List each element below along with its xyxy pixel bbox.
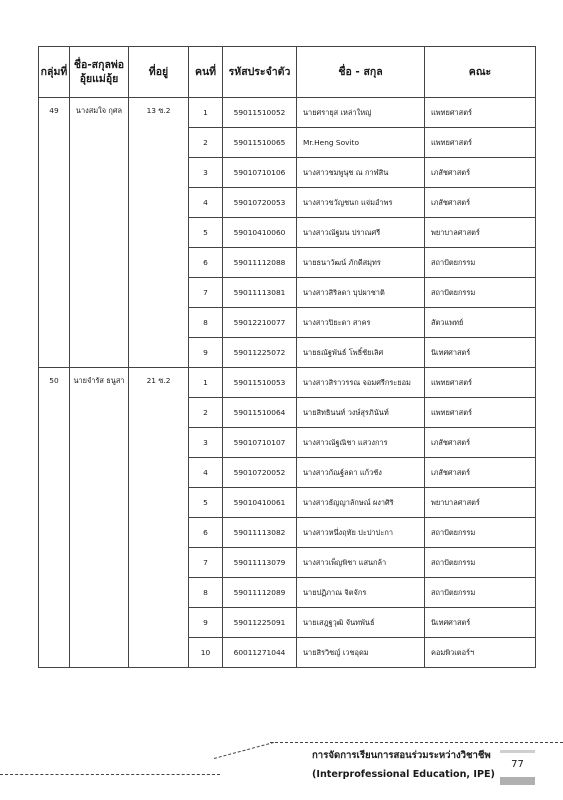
student-name: นางสาวหนึ่งฤทัย ปะปาปะกา: [297, 518, 425, 548]
student-name: นางสาวขวัญชนก แจ่มอำพร: [297, 188, 425, 218]
student-name: Mr.Heng Sovito: [297, 128, 425, 158]
student-name: นางสาวปิยะดา สาคร: [297, 308, 425, 338]
student-id: 59010710107: [223, 428, 297, 458]
header-faculty: คณะ: [425, 47, 536, 98]
member-number: 6: [189, 518, 223, 548]
student-id: 59011113079: [223, 548, 297, 578]
student-id: 59010720052: [223, 458, 297, 488]
table-header-row: [39, 47, 536, 98]
faculty: สถาปัตยกรรม: [425, 548, 536, 578]
member-number: 3: [189, 428, 223, 458]
faculty: พยาบาลศาสตร์: [425, 488, 536, 518]
group-number: 50: [39, 368, 70, 668]
faculty: แพทยศาสตร์: [425, 398, 536, 428]
student-id: 59010720053: [223, 188, 297, 218]
student-id: 59011112088: [223, 248, 297, 278]
faculty: สถาปัตยกรรม: [425, 578, 536, 608]
table-row: [39, 98, 536, 128]
table-body: [39, 98, 536, 668]
member-number: 2: [189, 128, 223, 158]
header-student-id: รหัสประจำตัว: [223, 47, 297, 98]
member-number: 5: [189, 488, 223, 518]
faculty: คอมพิวเตอร์ฯ: [425, 638, 536, 668]
student-name: นายธณัฐพันธ์ โพธิ์ชัยเลิศ: [297, 338, 425, 368]
student-id: 59010410060: [223, 218, 297, 248]
student-name: นางสาวเพ็ญพิชา แสนกล้า: [297, 548, 425, 578]
faculty: เภสัชศาสตร์: [425, 458, 536, 488]
student-id: 59011225091: [223, 608, 297, 638]
member-number: 4: [189, 188, 223, 218]
member-number: 7: [189, 278, 223, 308]
footer-dashed-line-right: [270, 742, 563, 743]
member-number: 8: [189, 308, 223, 338]
footer-dashed-line-left: [0, 774, 220, 775]
student-name: นายปฏิภาณ จิตจักร: [297, 578, 425, 608]
member-number: 5: [189, 218, 223, 248]
student-id: 59011510052: [223, 98, 297, 128]
header-mentor-name: ชื่อ-สกุลพ่ออุ้ยแม่อุ้ย: [70, 47, 129, 98]
member-number: 6: [189, 248, 223, 278]
member-number: 7: [189, 548, 223, 578]
member-number: 3: [189, 158, 223, 188]
group-number: 49: [39, 98, 70, 368]
header-member-no: คนที่: [189, 47, 223, 98]
member-number: 2: [189, 398, 223, 428]
student-name: นางสาวณัฐมน ปราณศรี: [297, 218, 425, 248]
faculty: นิเทศศาสตร์: [425, 608, 536, 638]
student-name: นายสิทธินนท์ วงษ์สุรภินันท์: [297, 398, 425, 428]
student-id: 59011225072: [223, 338, 297, 368]
mentor-name: นายจำรัส ธนูสา: [70, 368, 129, 668]
page-number-bar-top: [500, 750, 535, 753]
faculty: สถาปัตยกรรม: [425, 248, 536, 278]
page-number-bar-bottom: [500, 777, 535, 785]
student-id: 60011271044: [223, 638, 297, 668]
student-name: นายธนาวัฒน์ ภักดีสมุทร: [297, 248, 425, 278]
table-row: [39, 368, 536, 398]
faculty: แพทยศาสตร์: [425, 368, 536, 398]
student-name: นางสาวธัญญาลักษณ์ ผงาศิริ: [297, 488, 425, 518]
faculty: เภสัชศาสตร์: [425, 158, 536, 188]
student-id: 59010710106: [223, 158, 297, 188]
student-group-table: [38, 46, 536, 668]
footer-title-thai: การจัดการเรียนการสอนร่วมระหว่างวิชาชีพ: [312, 750, 491, 761]
student-name: นางสาวสิริลดา บุปผาชาติ: [297, 278, 425, 308]
footer-title-english: (Interprofessional Education, IPE): [312, 769, 495, 780]
student-name: นางสาวสิราวรรณ จอมศรีกระยอม: [297, 368, 425, 398]
member-number: 1: [189, 98, 223, 128]
member-number: 10: [189, 638, 223, 668]
student-id: 59011113082: [223, 518, 297, 548]
member-number: 8: [189, 578, 223, 608]
page-number: 77: [511, 759, 524, 770]
faculty: พยาบาลศาสตร์: [425, 218, 536, 248]
faculty: แพทยศาสตร์: [425, 98, 536, 128]
student-name: นายเสฎฐวุฒิ จันทพันธ์: [297, 608, 425, 638]
student-name: นายศรายุส เหล่าใหญ่: [297, 98, 425, 128]
student-id: 59011510064: [223, 398, 297, 428]
member-number: 9: [189, 338, 223, 368]
mentor-name: นางสมใจ กุศล: [70, 98, 129, 368]
student-id: 59012210077: [223, 308, 297, 338]
student-name: นางสาวชมพูนุช ณ กาฬสิน: [297, 158, 425, 188]
faculty: เภสัชศาสตร์: [425, 188, 536, 218]
member-number: 1: [189, 368, 223, 398]
header-address: ที่อยู่: [129, 47, 189, 98]
student-id: 59010410061: [223, 488, 297, 518]
header-student-name: ชื่อ - สกุล: [297, 47, 425, 98]
student-name: นายสิรวิชญ์ เวชอุดม: [297, 638, 425, 668]
student-name: นางสาวกัณฐ์ลดา แก้วชัง: [297, 458, 425, 488]
faculty: สัตวแพทย์: [425, 308, 536, 338]
member-number: 4: [189, 458, 223, 488]
page-footer: [0, 735, 563, 800]
student-id: 59011112089: [223, 578, 297, 608]
member-number: 9: [189, 608, 223, 638]
footer-dashed-line-slant: [214, 742, 274, 759]
faculty: เภสัชศาสตร์: [425, 428, 536, 458]
address: 21 ซ.2: [129, 368, 189, 668]
student-id: 59011510065: [223, 128, 297, 158]
faculty: สถาปัตยกรรม: [425, 278, 536, 308]
faculty: สถาปัตยกรรม: [425, 518, 536, 548]
faculty: แพทยศาสตร์: [425, 128, 536, 158]
header-group-no: กลุ่มที่: [39, 47, 70, 98]
student-id: 59011113081: [223, 278, 297, 308]
student-name: นางสาวณัฐณิชา แสวงการ: [297, 428, 425, 458]
faculty: นิเทศศาสตร์: [425, 338, 536, 368]
address: 13 ซ.2: [129, 98, 189, 368]
student-id: 59011510053: [223, 368, 297, 398]
